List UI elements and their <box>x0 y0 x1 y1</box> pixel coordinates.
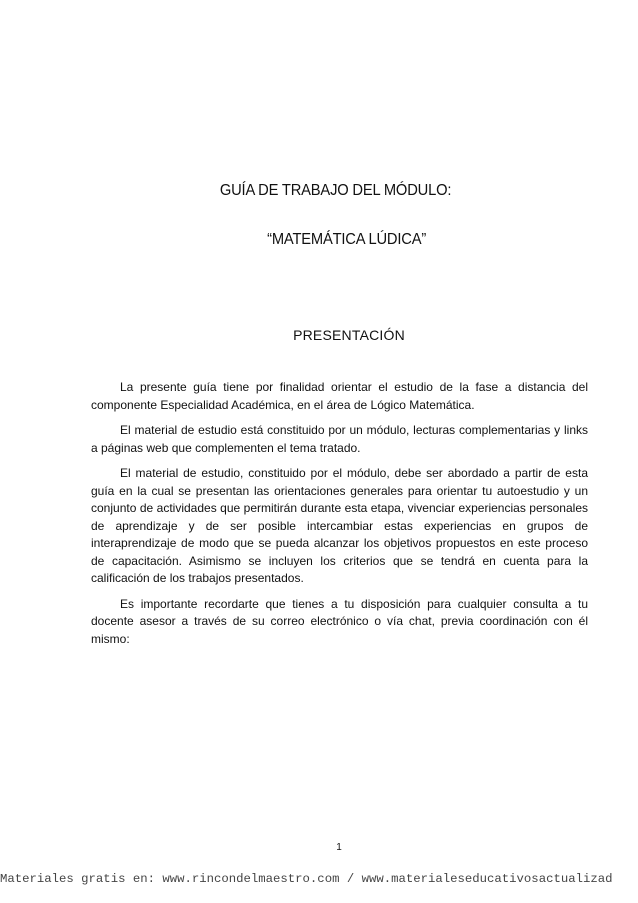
page-number: 1 <box>336 842 342 853</box>
paragraph: El material de estudio está constituido por un módulo, lecturas complementarias y links a páginas web que complementen el tema tratado. <box>91 423 588 455</box>
module-name: “MATEMÁTICA LÚDICA” <box>267 231 427 248</box>
paragraph: Es importante recordarte que tienes a tu disposición para cualquier consulta a tu docente asesor a través de su correo electrónico o vía chat, previa coordinación con él mismo: <box>91 596 588 646</box>
document-title: GUÍA DE TRABAJO DEL MÓDULO: <box>219 182 452 199</box>
footer-watermark: Materiales gratis en: www.rincondelmaestro.com / www.materialeseducativosactualizad <box>0 872 613 886</box>
paragraph: La presente guía tiene por finalidad orientar el estudio de la fase a distancia del componente Especialidad Académica, en el área de Lógico Matemática. <box>91 380 588 412</box>
body-text <box>91 379 588 656</box>
paragraph: El material de estudio, constituido por el módulo, debe ser abordado a partir de esta guía en la cual se presentan las orientaciones generales para orientar tu autoestudio y un conjunto de actividades que permitirán durante esta etapa, vivenciar experiencias personales de aprendizaje y de ser posible intercambiar estas experiencias en grupos de interaprendizaje de modo que se pueda alcanzar los objetivos propuestos en este proceso de capacitación. Asimismo se incluyen los criterios que se tendrá en cuenta para la calificación de los trabajos presentados. <box>91 466 588 585</box>
section-heading: PRESENTACIÓN <box>293 327 405 343</box>
